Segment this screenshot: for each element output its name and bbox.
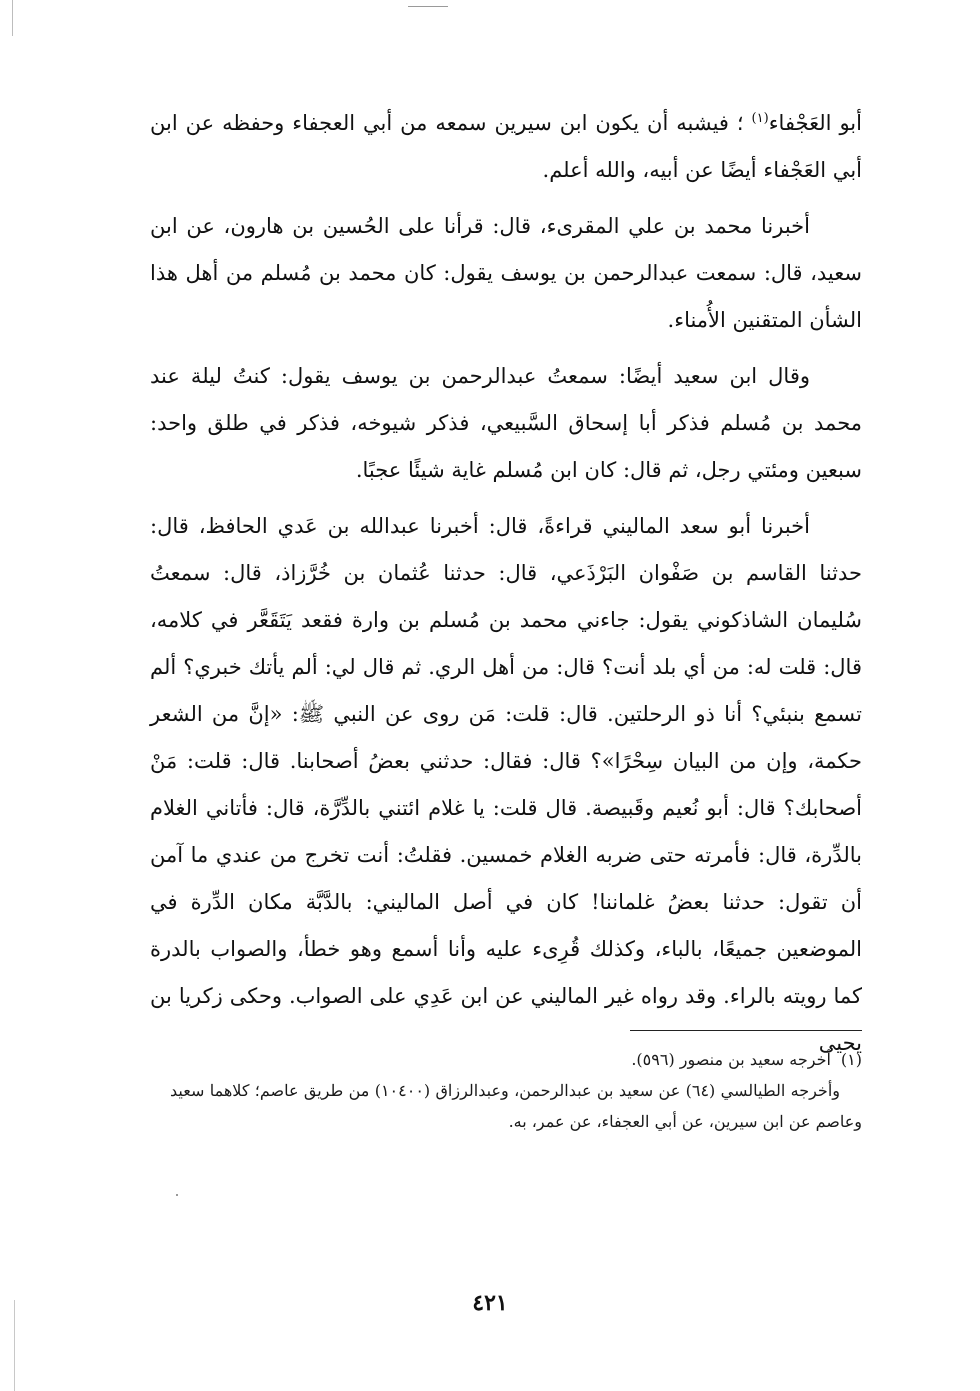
scan-artifact-left-edge-bottom — [14, 1300, 15, 1391]
footnote-1 — [170, 1044, 862, 1075]
page-number: ٤٢١ — [472, 1290, 508, 1316]
paragraph-3: وقال ابن سعيد أيضًا: سمعتُ عبدالرحمن بن يوسف يقول: كنتُ ليلة عند محمد بن مُسلم فذكر أبا إسحاق السَّبيعي، فذكر شيوخه، فذكر في طلق واحد: سبعين ومئتي رجل، ثم قال: كان ابن مُسلم غاية شيئًا عجبًا. — [150, 364, 862, 482]
scan-artifact-dot — [176, 1194, 178, 1196]
paragraph-1 — [150, 100, 862, 194]
main-text — [150, 100, 862, 1076]
footnotes — [170, 1044, 862, 1137]
footnote-reference-1: (١) — [751, 111, 769, 126]
footnote-1-continuation: وأخرجه الطيالسي (٦٤) عن سعيد بن عبدالرحمن، وعبدالرزاق (١٠٤٠٠) من طريق عاصم؛ كلاهما سعيد وعاصم عن ابن سيرين، عن أبي العجفاء، عن عمر، به. — [170, 1081, 862, 1131]
paragraph-2: أخبرنا محمد بن علي المقرىء، قال: قرأنا على الحُسين بن هارون، عن ابن سعيد، قال: سمعت عبدالرحمن بن يوسف يقول: كان محمد بن مُسلم من أهل هذا الشأن المتقنين الأُمناء. — [150, 214, 862, 332]
footnote-1-text: أخرجه سعيد بن منصور (٥٩٦). — [631, 1050, 831, 1069]
paragraph-1-rest: ؛ فيشبه أن يكون ابن سيرين سمعه من أبي العجفاء وحفظه عن ابن أبي العَجْفاء أيضًا عن أبيه، والله أعلم. — [150, 111, 862, 182]
scan-artifact-top — [408, 6, 448, 7]
scan-artifact-left-edge — [12, 0, 13, 36]
paragraph-1-lead: أبو العَجْفاء — [768, 111, 862, 135]
footnote-divider — [630, 1030, 862, 1031]
footnote-number: (١) — [840, 1050, 862, 1069]
paragraph-4: أخبرنا أبو سعد الماليني قراءةً، قال: أخبرنا عبدالله بن عَدي الحافظ، قال: حدثنا القاسم بن صَفْوان البَرْذَعي، قال: حدثنا عُثمان بن خُرَّزاذ، قال: سمعتُ سُليمان الشاذكوني يقول: جاءني محمد بن مُسلم بن وارة فقعد يَتَقَعَّر في كلامه، قال: قلت له: من أي بلد أنت؟ قال: من أهل الري. ثم قال لي: ألم يأتك خبري؟ ألم تسمع بنبئي؟ أنا ذو الرحلتين. قال: قلت: مَن روى عن النبي ﷺ: «إنَّ من الشعر حكمة، وإن من البيان سِحْرًا»؟ قال: فقال: حدثني بعضُ أصحابنا. قال: قلت: مَنْ أصحابك؟ قال: أبو نُعيم وقَبيصة. قال قلت: يا غلام ائتني بالدِّرَّة، قال: فأتاني الغلام بالدِّرة، قال: فأمرته حتى ضربه الغلام خمسين. فقلتُ: أنت تخرج من عندي ما آمن أن تقول: حدثنا بعضُ غلماننا! كان في أصل الماليني: بالدَّبَّة مكان الدِّرة في الموضعين جميعًا، بالباء، وكذلك قُرِىء عليه وأنا أسمع وهو خطأ، والصواب بالدرة كما رويته بالراء. وقد رواه غير الماليني عن ابن عَدِي على الصواب. وحكى زكريا بن يحيى — [150, 514, 862, 1055]
